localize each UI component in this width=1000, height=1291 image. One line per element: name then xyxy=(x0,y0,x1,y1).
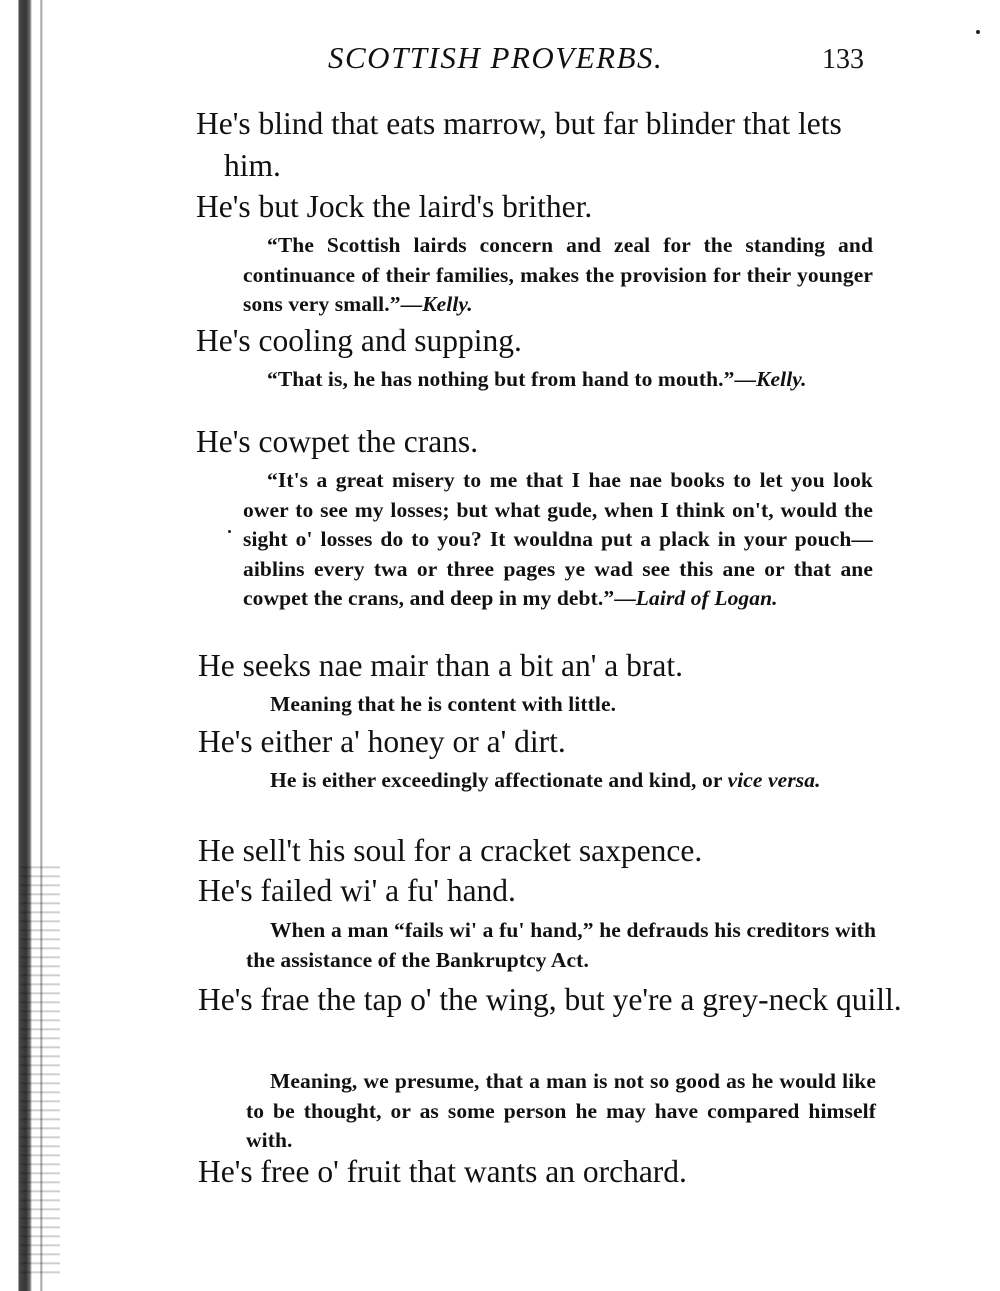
note-source: Kelly. xyxy=(756,367,807,391)
print-speck xyxy=(228,530,231,533)
print-speck xyxy=(976,30,980,34)
page-number: 133 xyxy=(822,44,864,75)
proverb: He's either a' honey or a' dirt. xyxy=(198,724,566,759)
proverb: He's failed wi' a fu' hand. xyxy=(198,873,516,908)
proverb: He's but Jock the laird's brither. xyxy=(196,189,593,224)
proverb-note xyxy=(243,231,873,320)
note-text: “The Scottish lairds concern and zeal for the standing and continuance of their families, makes the provision for their younger sons very small.”— xyxy=(243,233,873,316)
proverb: He's cooling and supping. xyxy=(196,323,522,358)
proverb: He's blind that eats marrow, but far blinder that lets him. xyxy=(196,106,842,183)
proverb-note xyxy=(246,766,876,796)
proverb-note xyxy=(243,466,873,614)
note-italic: vice versa. xyxy=(727,768,821,792)
proverb-note: Meaning that he is content with little. xyxy=(270,692,617,716)
running-title: SCOTTISH PROVERBS. xyxy=(328,40,664,75)
note-text: He is either exceedingly affectionate and kind, or xyxy=(270,768,728,792)
proverb-note xyxy=(243,365,873,395)
proverb: He's free o' fruit that wants an orchard. xyxy=(198,1154,687,1189)
proverb-note: Meaning, we presume, that a man is not so good as he would like to be thought, or as some person he may have compared himself with. xyxy=(246,1069,876,1152)
binding-shadow xyxy=(20,860,60,1280)
proverb-note: When a man “fails wi' a fu' hand,” he defrauds his creditors with the assistance of the Bankruptcy Act. xyxy=(246,918,876,972)
page-header xyxy=(0,40,1000,80)
note-source: Laird of Logan. xyxy=(635,586,778,610)
note-text: “It's a great misery to me that I hae nae books to let you look ower to see my losses; but what gude, when I think on't, would the sight o' losses do to you? It wouldna put a plack in your pouch—aiblins every twa or three pages ye wad see this ane or that ane cowpet the crans, and deep in my debt.”— xyxy=(243,468,873,610)
proverb: He's cowpet the crans. xyxy=(196,424,479,459)
proverb: He's frae the tap o' the wing, but ye're a grey-neck quill. xyxy=(198,982,902,1017)
note-source: Kelly. xyxy=(422,292,473,316)
proverb: He sell't his soul for a cracket saxpence. xyxy=(198,833,703,868)
proverb: He seeks nae mair than a bit an' a brat. xyxy=(198,648,683,683)
note-text: “That is, he has nothing but from hand to mouth.”— xyxy=(267,367,757,391)
